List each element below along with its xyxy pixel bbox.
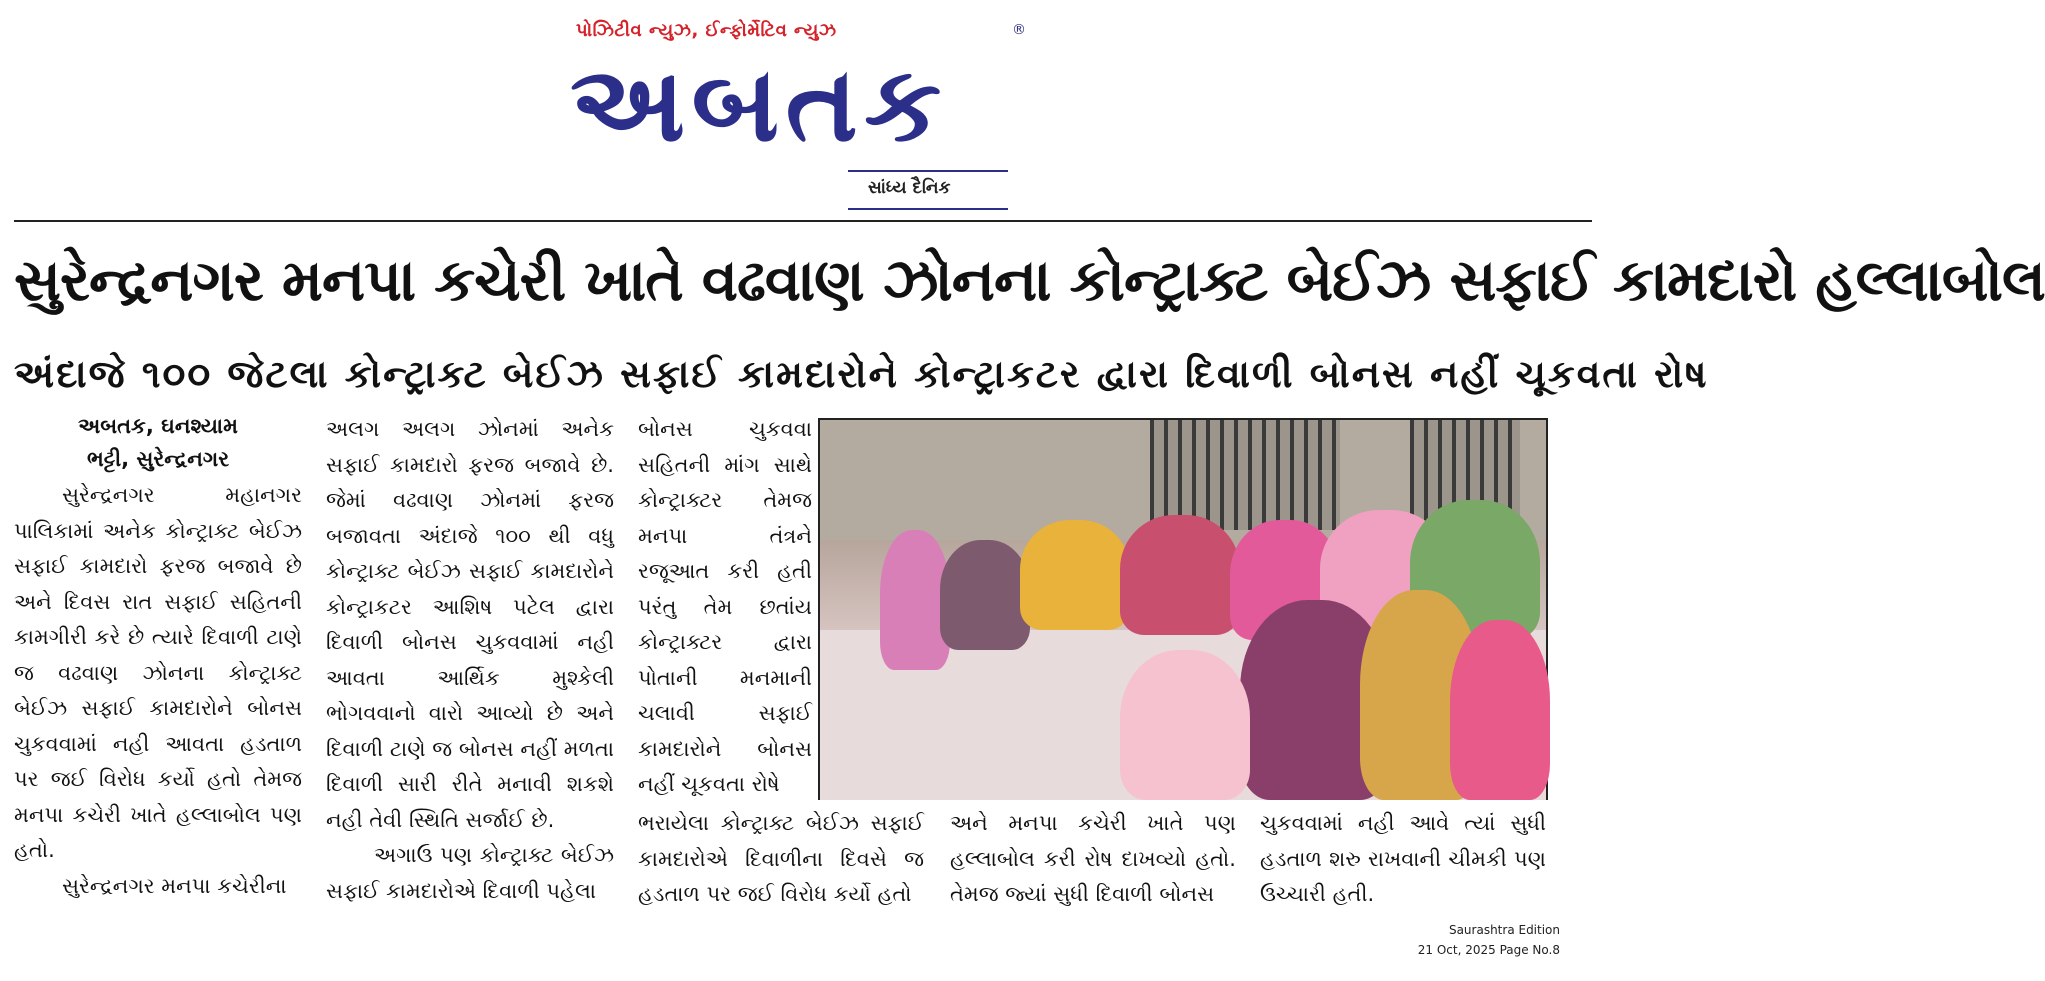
photo-crowd-figure [1120, 650, 1250, 800]
photo-crowd-figure [1450, 620, 1550, 800]
byline-line-1: અબતક, ઘનશ્યામ [78, 414, 238, 438]
news-photo [818, 418, 1548, 800]
edition-info [1418, 920, 1560, 960]
sub-brand: સાંધ્ય દૈનિક [868, 178, 951, 198]
byline-line-2: ભટ્ટી, સુરેન્દ્રનગર [86, 447, 230, 471]
paragraph: ભરાયેલા કોન્ટ્રાક્ટ બેઈઝ સફાઈ કામદારોએ દિવાળીના દિવસે જ હડતાળ પર જઈ વિરોધ કર્યો હતો [638, 811, 924, 906]
paragraph: સુરેન્દ્રનગર મહાનગર પાલિકામાં અનેક કોન્ટ્રાક્ટ બેઈઝ સફાઈ કામદારો ફરજ બજાવે છે અને દિવસ રાત સફાઈ સહિતની કામગીરી કરે છે ત્યારે દિવાળી ટાણે જ વઢવાણ ઝોનના કોન્ટ્રાક્ટ બેઈઝ સફાઈ કામદારોને બોનસ ચુકવવામાં નહી આવતા હડતાળ પર જઈ વિરોધ કર્યો હતો તેમજ મનપા કચેરી ખાતે હલ્લાબોલ પણ હતો. [14, 483, 302, 862]
logo-rule-top [848, 170, 1008, 172]
article-column-5 [950, 806, 1236, 916]
newspaper-logo: અબતક [570, 43, 948, 165]
paragraph: બોનસ ચુકવવા સહિતની માંગ સાથે કોન્ટ્રાક્ટર તેમજ મનપા તંત્રને રજૂઆત કરી હતી પરંતુ તેમ છતાંય કોન્ટ્રાક્ટર દ્વારા પોતાની મનમાની ચલાવી સફાઈ કામદારોને બોનસ નહીં ચૂકવતા રોષે [638, 417, 812, 796]
registered-mark: ® [1012, 22, 1026, 38]
article-subheadline: અંદાજે ૧૦૦ જેટલા કોન્ટ્રાક્ટ બેઈઝ સફાઈ કામદારોને કોન્ટ્રાકટર દ્વારા દિવાળી બોનસ નહીં ચૂકવતા રોષ [14, 352, 1709, 396]
paragraph: ચુકવવામાં નહી આવે ત્યાં સુધી હડતાળ શરુ રાખવાની ચીમકી પણ ઉચ્ચારી હતી. [1260, 811, 1546, 906]
article-column-1 [14, 410, 302, 898]
article-headline: સુરેન્દ્રનગર મનપા કચેરી ખાતે વઢવાણ ઝોનના કોન્ટ્રાક્ટ બેઈઝ સફાઈ કામદારો હલ્લાબોલ [14, 246, 2045, 314]
tagline: પોઝિટીવ ન્યુઝ, ઈન્ફોર્મેટિવ ન્યુઝ [576, 20, 837, 41]
article-column-3 [638, 412, 812, 796]
paragraph: સુરેન્દ્રનગર મનપા કચેરીના [62, 873, 287, 898]
header-divider [14, 220, 1592, 222]
photo-crowd-figure [1020, 520, 1130, 630]
photo-crowd-figure [940, 540, 1030, 650]
edition-date-page: 21 Oct, 2025 Page No.8 [1417, 943, 1560, 957]
article-column-2 [326, 412, 614, 903]
paragraph: અલગ અલગ ઝોનમાં અનેક સફાઈ કામદારો ફરજ બજાવે છે. જેમાં વઢવાણ ઝોનમાં ફરજ બજાવતા અંદાજે ૧૦૦ થી વધુ કોન્ટ્રાક્ટ બેઈઝ સફાઈ કામદારોને કોન્ટ્રાકટર આશિષ પટેલ દ્વારા દિવાળી બોનસ ચુકવવામાં નહી આવતા આર્થિક મુશ્કેલી ભોગવવાનો વારો આવ્યો છે અને દિવાળી ટાણે જ બોનસ નહીં મળતા દિવાળી સારી રીતે મનાવી શકશે નહી તેવી સ્થિતિ સર્જાઈ છે. [326, 417, 614, 832]
photo-crowd-figure [1120, 515, 1240, 635]
paragraph: અગાઉ પણ કોન્ટ્રાક્ટ બેઈઝ સફાઈ કામદારોએ દિવાળી પહેલા [326, 843, 614, 903]
masthead [570, 18, 1030, 208]
byline [14, 410, 302, 476]
article-column-6 [1260, 806, 1546, 916]
edition-name: Saurashtra Edition [1448, 923, 1560, 937]
article-column-4 [638, 806, 924, 916]
photo-gate [1150, 420, 1340, 530]
paragraph: અને મનપા કચેરી ખાતે પણ હલ્લાબોલ કરી રોષ દાખવ્યો હતો. તેમજ જ્યાં સુધી દિવાળી બોનસ [950, 811, 1236, 906]
logo-rule-bottom [848, 208, 1008, 210]
